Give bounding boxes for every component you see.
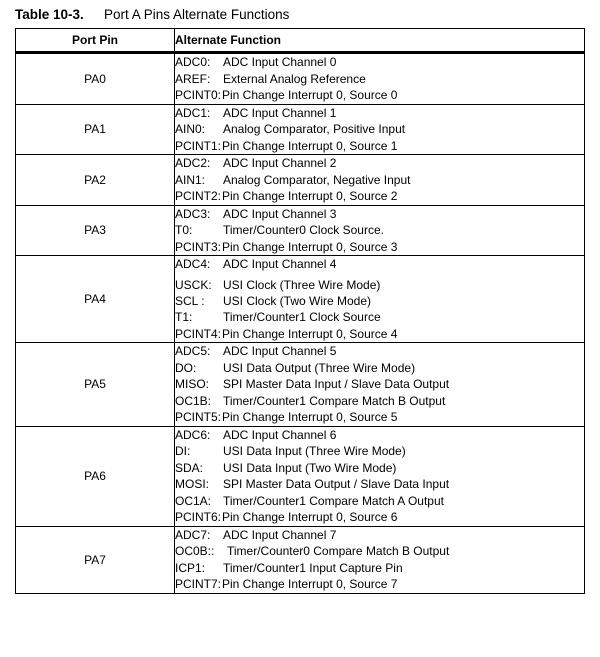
function-signal-name: OC1A: bbox=[175, 493, 212, 508]
function-signal-name: ADC1: bbox=[175, 105, 211, 120]
function-signal-name: ADC5: bbox=[175, 344, 211, 358]
function-signal-name: ADC4: bbox=[175, 257, 211, 271]
function-signal-name: OC0B:: bbox=[175, 544, 215, 558]
function-description: Timer/Counter0 Clock Source. bbox=[223, 223, 384, 237]
alternate-function-cell bbox=[175, 343, 585, 427]
function-line bbox=[175, 543, 584, 560]
function-description: Pin Change Interrupt 0, Source 4 bbox=[222, 326, 398, 341]
table-row bbox=[16, 426, 585, 526]
function-signal-name: DI: bbox=[175, 444, 191, 458]
function-signal-name: PCINT7: bbox=[175, 577, 222, 591]
table-title: Port A Pins Alternate Functions bbox=[104, 7, 290, 22]
function-line bbox=[175, 343, 584, 360]
table-row bbox=[16, 104, 585, 155]
table-row bbox=[16, 343, 585, 427]
function-signal-name: PCINT3: bbox=[175, 239, 222, 254]
function-description: ADC Input Channel 3 bbox=[223, 206, 337, 221]
function-description: ADC Input Channel 4 bbox=[223, 257, 337, 271]
port-pin-cell: PA5 bbox=[16, 343, 175, 427]
function-description: SPI Master Data Input / Slave Data Output bbox=[223, 377, 450, 391]
function-signal-name: PCINT0: bbox=[175, 88, 222, 102]
function-line bbox=[175, 155, 584, 172]
header-alternate-function: Alternate Function bbox=[175, 29, 585, 53]
function-signal-name: SCL : bbox=[175, 293, 205, 308]
alternate-function-cell bbox=[175, 426, 585, 526]
function-line bbox=[175, 326, 584, 343]
alternate-function-cell bbox=[175, 526, 585, 593]
table-row bbox=[16, 526, 585, 593]
table-row bbox=[16, 256, 585, 343]
function-description: ADC Input Channel 1 bbox=[223, 105, 337, 120]
header-port-pin: Port Pin bbox=[16, 29, 175, 53]
function-signal-name: ADC2: bbox=[175, 156, 211, 170]
port-pin-cell: PA3 bbox=[16, 205, 175, 256]
function-line bbox=[175, 443, 584, 460]
function-description: ADC Input Channel 6 bbox=[223, 427, 337, 442]
function-signal-name: ADC7: bbox=[175, 527, 211, 542]
table-caption bbox=[15, 7, 289, 22]
alternate-function-cell bbox=[175, 104, 585, 155]
function-line bbox=[175, 560, 584, 577]
port-pin-cell: PA7 bbox=[16, 526, 175, 593]
function-line bbox=[175, 206, 584, 223]
function-description: USI Data Input (Two Wire Mode) bbox=[223, 460, 397, 475]
function-description: USI Clock (Three Wire Mode) bbox=[223, 277, 381, 292]
function-description: Pin Change Interrupt 0, Source 5 bbox=[222, 410, 398, 424]
function-description: Pin Change Interrupt 0, Source 0 bbox=[222, 88, 398, 102]
function-line bbox=[175, 105, 584, 122]
function-signal-name: USCK: bbox=[175, 277, 212, 292]
function-description: SPI Master Data Output / Slave Data Input bbox=[223, 477, 450, 491]
port-a-alternate-functions-table bbox=[15, 28, 585, 594]
function-signal-name: ADC0: bbox=[175, 55, 211, 69]
function-line bbox=[175, 493, 584, 510]
function-description: ADC Input Channel 0 bbox=[223, 55, 337, 69]
function-description: Timer/Counter1 Clock Source bbox=[223, 310, 381, 324]
function-description: Pin Change Interrupt 0, Source 2 bbox=[222, 189, 398, 203]
port-pin-cell: PA1 bbox=[16, 104, 175, 155]
function-line bbox=[175, 309, 584, 326]
function-signal-name: PCINT6: bbox=[175, 510, 222, 524]
function-line bbox=[175, 273, 584, 293]
function-description: USI Data Output (Three Wire Mode) bbox=[223, 360, 416, 375]
function-line bbox=[175, 527, 584, 544]
function-signal-name: T0: bbox=[175, 223, 193, 237]
function-description: Timer/Counter1 Input Capture Pin bbox=[223, 560, 403, 575]
port-pin-cell: PA4 bbox=[16, 256, 175, 343]
function-signal-name: OC1B: bbox=[175, 393, 212, 408]
function-line bbox=[175, 239, 584, 256]
function-line bbox=[175, 509, 584, 526]
table-row bbox=[16, 53, 585, 105]
function-line bbox=[175, 376, 584, 393]
alternate-function-cell bbox=[175, 256, 585, 343]
table-row bbox=[16, 155, 585, 206]
table-number: Table 10-3. bbox=[15, 7, 84, 22]
function-description: USI Data Input (Three Wire Mode) bbox=[223, 444, 406, 458]
function-signal-name: MOSI: bbox=[175, 477, 210, 491]
alternate-function-cell bbox=[175, 155, 585, 206]
function-line bbox=[175, 54, 584, 71]
function-description: Analog Comparator, Negative Input bbox=[223, 172, 411, 187]
function-line bbox=[175, 293, 584, 310]
function-description: ADC Input Channel 7 bbox=[223, 527, 337, 542]
table-body bbox=[16, 53, 585, 594]
function-description: Analog Comparator, Positive Input bbox=[223, 122, 406, 136]
function-signal-name: T1: bbox=[175, 310, 193, 324]
function-description: ADC Input Channel 2 bbox=[223, 156, 337, 170]
function-signal-name: PCINT4: bbox=[175, 326, 222, 341]
function-description: Pin Change Interrupt 0, Source 3 bbox=[222, 239, 398, 254]
alternate-function-cell bbox=[175, 205, 585, 256]
function-line bbox=[175, 576, 584, 593]
function-signal-name: PCINT2: bbox=[175, 189, 222, 203]
function-description: Timer/Counter1 Compare Match A Output bbox=[223, 493, 444, 508]
function-signal-name: ICP1: bbox=[175, 560, 206, 575]
function-line bbox=[175, 172, 584, 189]
port-pin-cell: PA6 bbox=[16, 426, 175, 526]
function-line bbox=[175, 409, 584, 426]
function-description: Pin Change Interrupt 0, Source 1 bbox=[222, 138, 398, 153]
function-line bbox=[175, 256, 584, 273]
function-description: Timer/Counter1 Compare Match B Output bbox=[223, 393, 446, 408]
port-pin-cell: PA0 bbox=[16, 53, 175, 105]
alternate-function-cell bbox=[175, 53, 585, 105]
function-signal-name: AIN0: bbox=[175, 122, 206, 136]
function-description: Pin Change Interrupt 0, Source 6 bbox=[222, 510, 398, 524]
function-signal-name: PCINT1: bbox=[175, 138, 222, 153]
function-line bbox=[175, 87, 584, 104]
function-line bbox=[175, 427, 584, 444]
function-signal-name: ADC6: bbox=[175, 427, 211, 442]
function-line bbox=[175, 71, 584, 88]
function-line bbox=[175, 460, 584, 477]
table-header-row bbox=[16, 29, 585, 53]
function-signal-name: MISO: bbox=[175, 377, 210, 391]
function-line bbox=[175, 360, 584, 377]
function-signal-name: AREF: bbox=[175, 71, 211, 86]
function-line bbox=[175, 188, 584, 205]
function-signal-name: SDA: bbox=[175, 460, 204, 475]
function-description: External Analog Reference bbox=[223, 71, 366, 86]
function-signal-name: PCINT5: bbox=[175, 410, 222, 424]
function-line bbox=[175, 138, 584, 155]
function-line bbox=[175, 393, 584, 410]
function-description: Pin Change Interrupt 0, Source 7 bbox=[222, 577, 398, 591]
port-pin-cell: PA2 bbox=[16, 155, 175, 206]
table-row bbox=[16, 205, 585, 256]
function-signal-name: AIN1: bbox=[175, 172, 206, 187]
function-description: ADC Input Channel 5 bbox=[223, 344, 337, 358]
function-line bbox=[175, 121, 584, 138]
function-signal-name: ADC3: bbox=[175, 206, 211, 221]
function-line bbox=[175, 476, 584, 493]
function-signal-name: DO: bbox=[175, 360, 197, 375]
function-description: USI Clock (Two Wire Mode) bbox=[223, 293, 372, 308]
function-description: Timer/Counter0 Compare Match B Output bbox=[227, 544, 450, 558]
function-line bbox=[175, 222, 584, 239]
